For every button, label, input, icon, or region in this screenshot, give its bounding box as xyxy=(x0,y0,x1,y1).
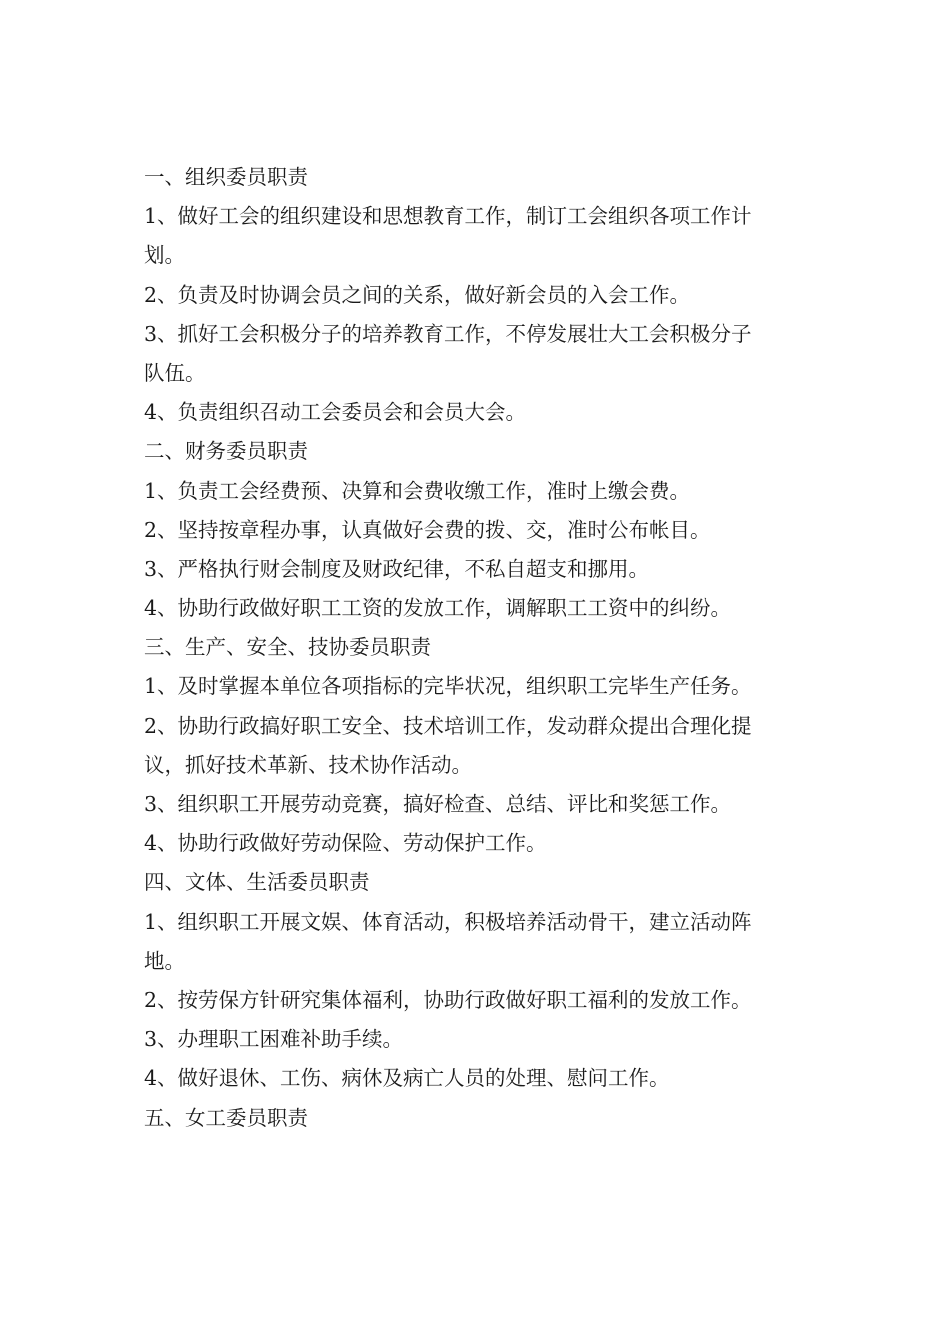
text-line: 议，抓好技术革新、技术协作活动。 xyxy=(144,752,472,777)
text-line: 地。 xyxy=(144,948,185,973)
text-line: 2、按劳保方针研究集体福利，协助行政做好职工福利的发放工作。 xyxy=(144,987,752,1012)
text-line: 划。 xyxy=(144,243,185,268)
text-line: 2、坚持按章程办事，认真做好会费的拨、交，准时公布帐目。 xyxy=(144,517,711,542)
text-line: 3、抓好工会积极分子的培养教育工作，不停发展壮大工会积极分子 xyxy=(144,321,752,346)
text-line: 1、负责工会经费预、决算和会费收缴工作，准时上缴会费。 xyxy=(144,478,691,503)
text-line: 4、做好退休、工伤、病休及病亡人员的处理、慰问工作。 xyxy=(144,1066,670,1091)
section-heading-finance: 二、财务委员职责 xyxy=(144,439,308,464)
text-line: 1、组织职工开展文娱、体育活动，积极培养活动骨干，建立活动阵 xyxy=(144,909,752,934)
section-heading-women-workers: 五、女工委员职责 xyxy=(144,1105,308,1130)
text-line: 1、及时掌握本单位各项指标的完毕状况，组织职工完毕生产任务。 xyxy=(144,674,752,699)
text-line: 4、协助行政做好劳动保险、劳动保护工作。 xyxy=(144,831,547,856)
text-line: 2、协助行政搞好职工安全、技术培训工作，发动群众提出合理化提 xyxy=(144,713,752,738)
section-heading-production-safety: 三、生产、安全、技协委员职责 xyxy=(144,635,431,660)
document-body xyxy=(144,158,814,1138)
text-line: 4、协助行政做好职工工资的发放工作，调解职工工资中的纠纷。 xyxy=(144,596,732,621)
text-line: 3、办理职工困难补助手续。 xyxy=(144,1027,404,1052)
text-line: 4、负责组织召动工会委员会和会员大会。 xyxy=(144,400,527,425)
text-line: 3、严格执行财会制度及财政纪律，不私自超支和挪用。 xyxy=(144,556,650,581)
text-line: 1、做好工会的组织建设和思想教育工作，制订工会组织各项工作计 xyxy=(144,204,752,229)
text-line: 2、负责及时协调会员之间的关系，做好新会员的入会工作。 xyxy=(144,282,691,307)
text-line: 队伍。 xyxy=(144,360,206,385)
section-heading-culture-life: 四、文体、生活委员职责 xyxy=(144,870,370,895)
section-heading-organization: 一、组织委员职责 xyxy=(144,165,308,189)
text-line: 3、组织职工开展劳动竞赛，搞好检查、总结、评比和奖惩工作。 xyxy=(144,792,732,816)
